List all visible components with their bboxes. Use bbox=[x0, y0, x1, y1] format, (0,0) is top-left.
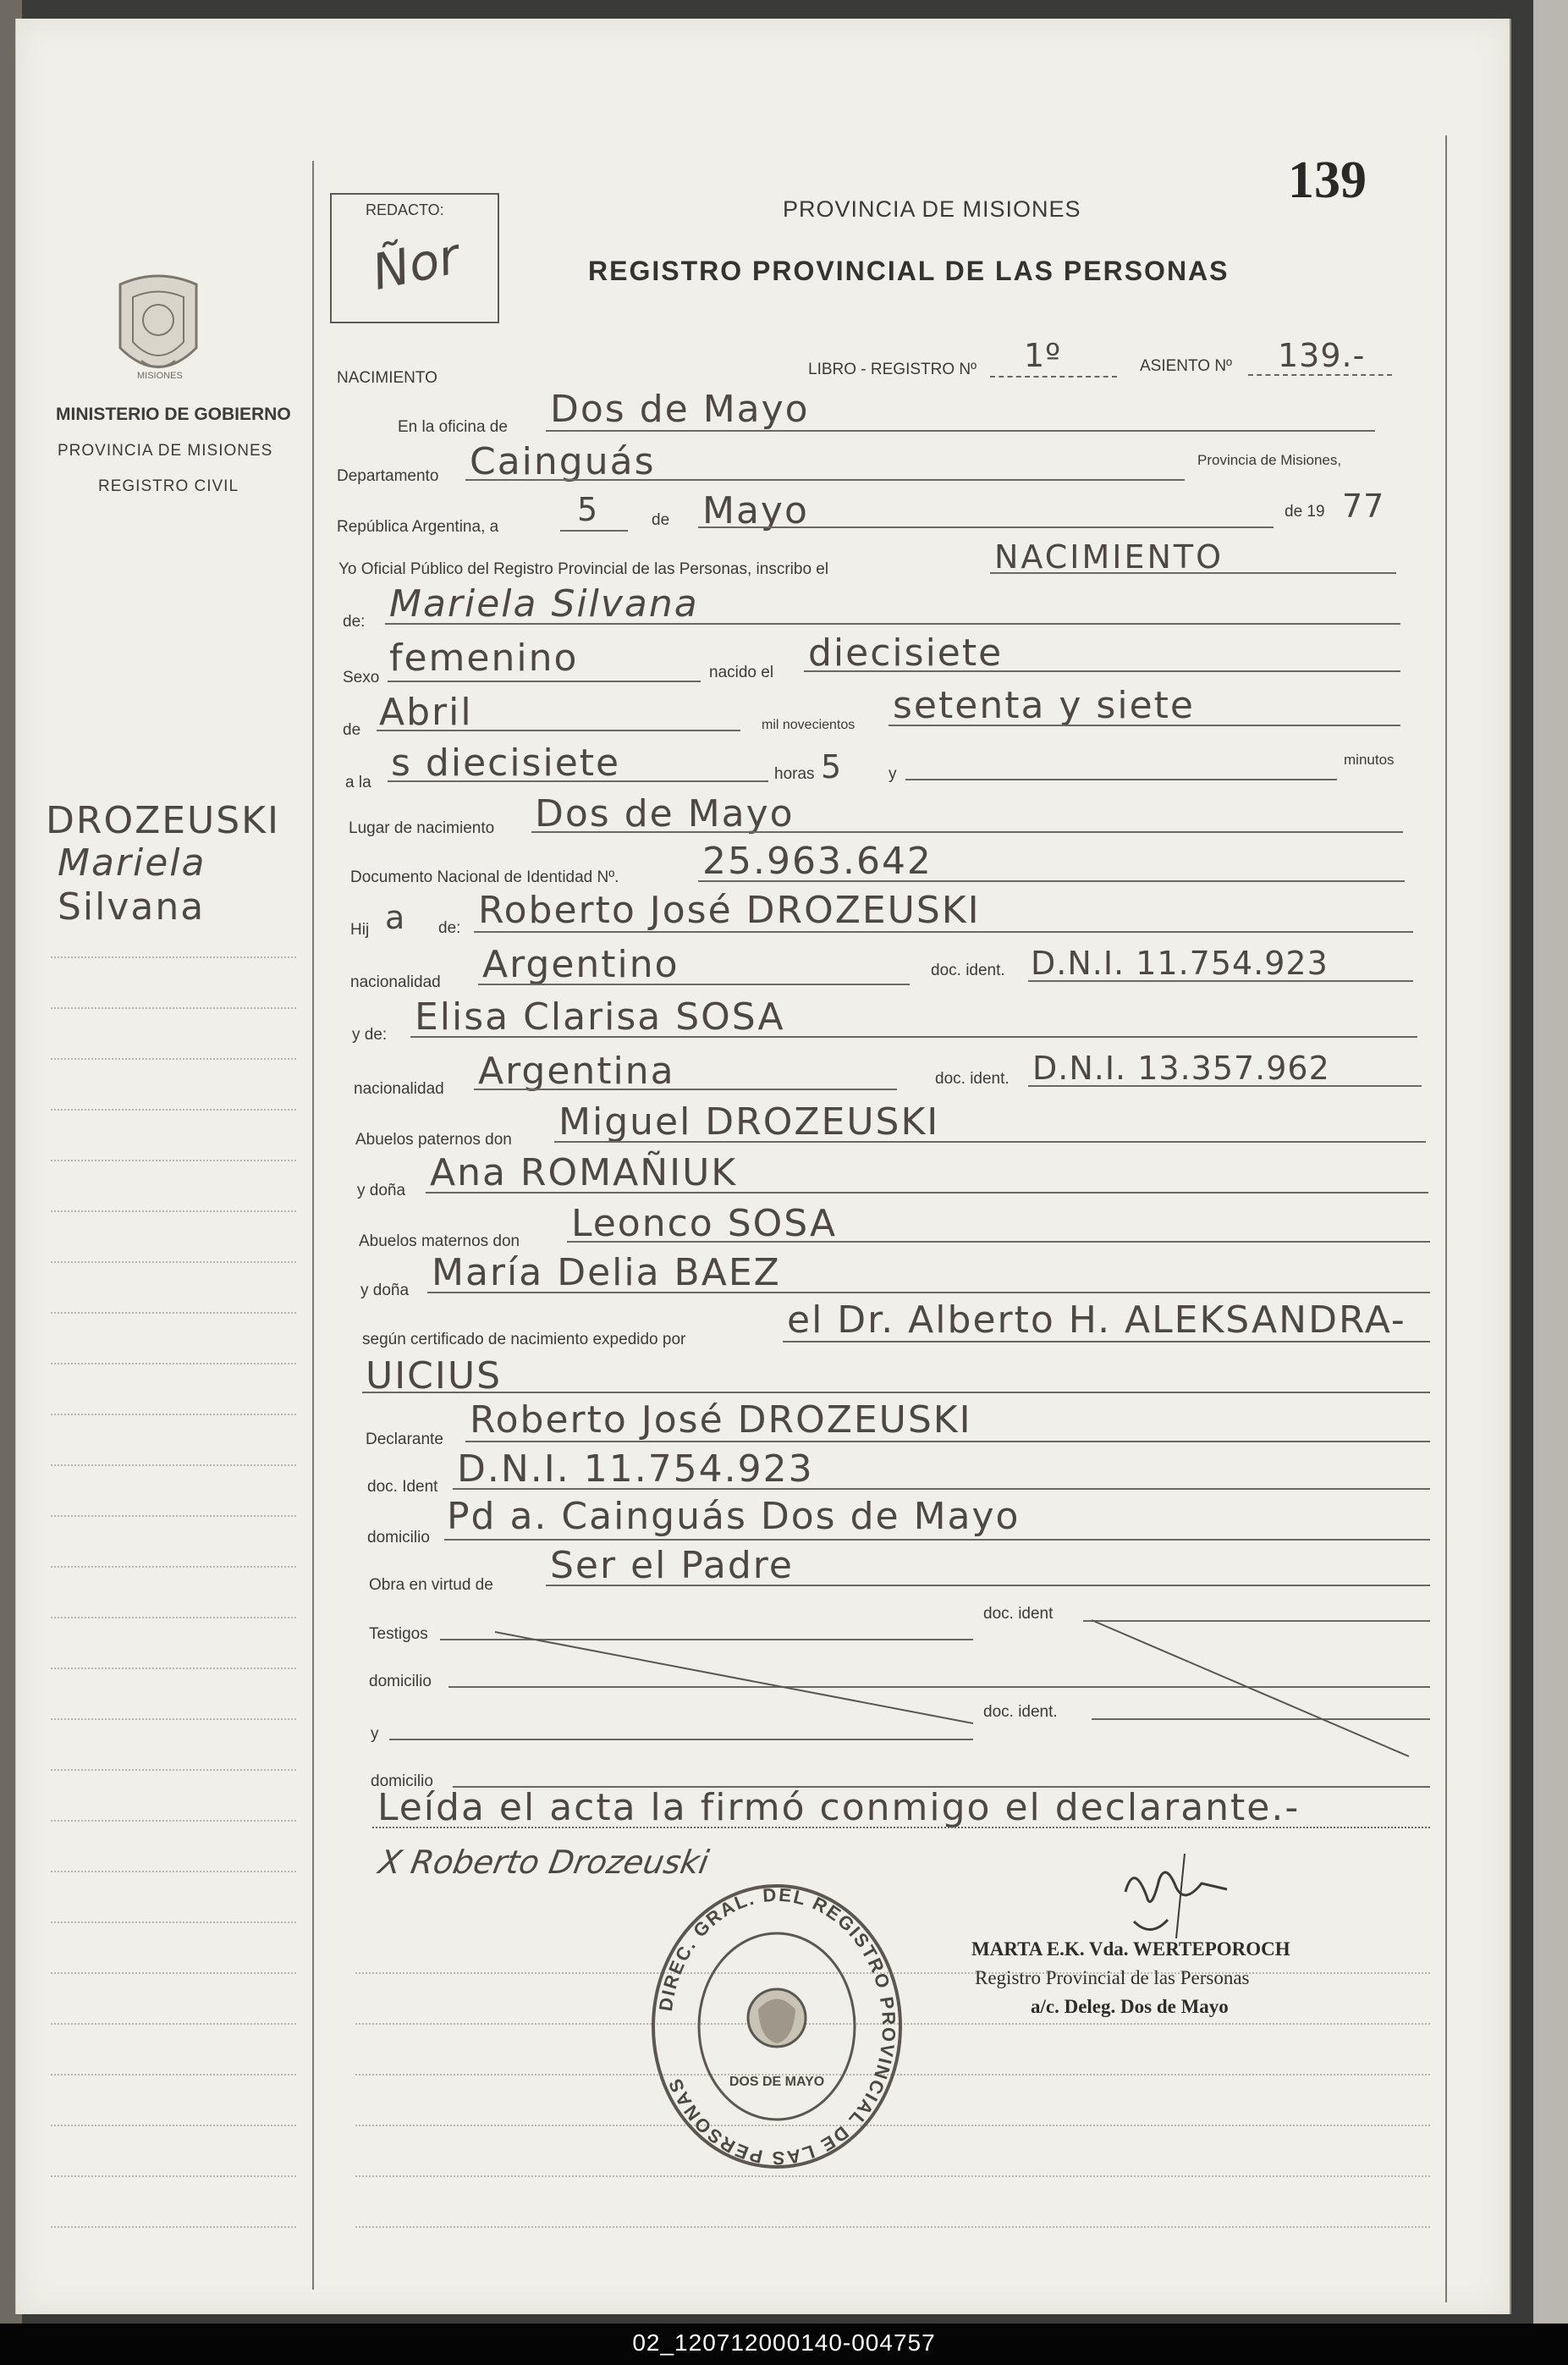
testigos-y-label: y bbox=[371, 1725, 379, 1743]
left-province-label: PROVINCIA DE MISIONES bbox=[58, 442, 273, 460]
madre-doc-label: doc. ident. bbox=[935, 1070, 1010, 1088]
declarante-signature: X Roberto Drozeuski bbox=[376, 1844, 712, 1881]
margin-name-1: Mariela bbox=[58, 841, 206, 885]
header-province: PROVINCIA DE MISIONES bbox=[783, 196, 1081, 222]
y-label: y bbox=[889, 765, 897, 783]
certificado-value: el Dr. Alberto H. ALEKSANDRA- bbox=[787, 1298, 1406, 1342]
y-dona-label-2: y doña bbox=[360, 1282, 410, 1299]
dia-value: 5 bbox=[577, 491, 599, 528]
testigos-domicilio-label-2: domicilio bbox=[371, 1772, 433, 1790]
oficina-label: En la oficina de bbox=[398, 418, 508, 436]
seal-lettering bbox=[650, 1883, 904, 2170]
ministry-label: MINISTERIO DE GOBIERNO bbox=[56, 405, 291, 424]
mil-label: mil novecientos bbox=[762, 718, 856, 732]
declarante-value: Roberto José DROZEUSKI bbox=[470, 1398, 972, 1442]
padre-nac-value: Argentino bbox=[482, 943, 679, 986]
testigos-label: Testigos bbox=[369, 1625, 428, 1643]
margin-name-2: Silvana bbox=[58, 885, 206, 929]
dni-label: Documento Nacional de Identidad Nº. bbox=[350, 868, 619, 886]
declarante-doc-value: D.N.I. 11.754.923 bbox=[457, 1447, 814, 1491]
hijo-label: Hij bbox=[350, 921, 370, 939]
nombre-value: Mariela Silvana bbox=[389, 582, 699, 626]
oficial-value: NACIMIENTO bbox=[994, 538, 1224, 576]
y-dona-label-1: y doña bbox=[357, 1182, 406, 1199]
abuela-mat-value: María Delia BAEZ bbox=[432, 1251, 781, 1294]
testigos-doc-label: doc. ident bbox=[983, 1605, 1054, 1623]
horas-label: horas bbox=[774, 765, 815, 783]
de-nombre-label: de: bbox=[343, 613, 366, 631]
asiento-value: 139.- bbox=[1278, 337, 1366, 374]
a-las-label: a la bbox=[345, 774, 371, 791]
oficina-value: Dos de Mayo bbox=[550, 388, 810, 431]
page-number: 139 bbox=[1288, 152, 1367, 209]
redacto-signature: Ñor bbox=[367, 227, 465, 301]
registry-seal bbox=[650, 1883, 904, 2170]
hijo-de-label: de: bbox=[438, 919, 461, 937]
libro-label: LIBRO - REGISTRO Nº bbox=[808, 361, 977, 378]
padre-doc-value: D.N.I. 11.754.923 bbox=[1031, 945, 1329, 982]
departamento-value: Cainguás bbox=[470, 440, 656, 483]
sexo-value: femenino bbox=[389, 637, 579, 680]
y-de-label: y de: bbox=[352, 1026, 388, 1044]
footer-id: 02_120712000140-004757 bbox=[632, 2329, 936, 2356]
nacido-mes-value: Abril bbox=[379, 691, 473, 734]
dni-value: 25.963.642 bbox=[702, 840, 933, 883]
sexo-label: Sexo bbox=[343, 669, 380, 686]
madre-nac-label: nacionalidad bbox=[354, 1080, 444, 1098]
madre-value: Elisa Clarisa SOSA bbox=[415, 995, 785, 1039]
minutos-label: minutos bbox=[1344, 752, 1395, 768]
padre-doc-label: doc. ident. bbox=[931, 962, 1005, 979]
testigos-domicilio-label: domicilio bbox=[369, 1673, 432, 1690]
horas-value: s diecisiete bbox=[391, 741, 621, 785]
svg-text:DIREC. GRAL. DEL REGISTRO PROV: DIREC. GRAL. DEL REGISTRO PROVINCIAL DE LAS PERSONAS bbox=[654, 1883, 900, 2169]
anio-label: de 19 bbox=[1285, 503, 1325, 521]
padre-value: Roberto José DROZEUSKI bbox=[478, 889, 981, 932]
testigos-doc-label-2: doc. ident. bbox=[983, 1703, 1058, 1721]
officer-name: MARTA E.K. Vda. WERTEPOROCH bbox=[971, 1938, 1290, 1960]
lugar-value: Dos de Mayo bbox=[535, 792, 795, 835]
lugar-label: Lugar de nacimiento bbox=[349, 819, 495, 837]
horas-value-2: 5 bbox=[821, 748, 843, 786]
de-mes-label: de bbox=[343, 721, 361, 739]
asiento-label: ASIENTO Nº bbox=[1140, 357, 1232, 375]
domicilio-label: domicilio bbox=[367, 1529, 430, 1546]
svg-text:DOS DE MAYO: DOS DE MAYO bbox=[729, 2075, 825, 2089]
obra-label: Obra en virtud de bbox=[369, 1576, 493, 1594]
officer-office: a/c. Deleg. Dos de Mayo bbox=[1031, 1996, 1229, 2017]
madre-nac-value: Argentina bbox=[478, 1050, 675, 1093]
abuelo-mat-value: Leonco SOSA bbox=[571, 1202, 838, 1245]
libro-value: 1º bbox=[1024, 337, 1062, 374]
anio-texto-value: setenta y siete bbox=[893, 684, 1195, 727]
oficial-label: Yo Oficial Público del Registro Provincial de las Personas, inscribo el bbox=[338, 560, 829, 578]
provincia-suffix: Provincia de Misiones, bbox=[1197, 452, 1342, 468]
emblem-label: MISIONES bbox=[137, 371, 183, 381]
lectura-value: Leída el acta la firmó conmigo el declarante.- bbox=[377, 1786, 1301, 1829]
madre-doc-value: D.N.I. 13.357.962 bbox=[1032, 1050, 1330, 1087]
lectura-underline bbox=[372, 1827, 1430, 1828]
padre-nac-label: nacionalidad bbox=[350, 973, 441, 991]
declarante-label: Declarante bbox=[366, 1431, 443, 1448]
republica-label: República Argentina, a bbox=[337, 518, 499, 536]
certificado-label: según certificado de nacimiento expedido por bbox=[362, 1331, 686, 1348]
redacto-label: REDACTO: bbox=[366, 201, 444, 218]
type-label: NACIMIENTO bbox=[337, 369, 437, 387]
domicilio-value: Pd a. Cainguás Dos de Mayo bbox=[447, 1495, 1021, 1538]
abuelo-pat-value: Miguel DROZEUSKI bbox=[558, 1100, 940, 1144]
abuelos-mat-label: Abuelos maternos don bbox=[359, 1232, 520, 1250]
abuela-pat-value: Ana ROMAÑIUK bbox=[430, 1151, 738, 1194]
header-registry: REGISTRO PROVINCIAL DE LAS PERSONAS bbox=[588, 256, 1230, 286]
obra-value: Ser el Padre bbox=[550, 1544, 794, 1587]
certificado-value-2: UICIUS bbox=[366, 1354, 503, 1398]
departamento-label: Departamento bbox=[337, 467, 439, 485]
margin-surname: DROZEUSKI bbox=[46, 799, 280, 842]
anio-value: 77 bbox=[1342, 488, 1385, 525]
declarante-doc-label: doc. Ident bbox=[367, 1478, 438, 1496]
de-label-1: de bbox=[652, 511, 670, 529]
officer-signature bbox=[1100, 1845, 1269, 1947]
nacido-value: diecisiete bbox=[808, 631, 1004, 675]
officer-title: Registro Provincial de las Personas bbox=[975, 1967, 1250, 1988]
nacido-label: nacido el bbox=[709, 664, 774, 681]
hijo-suffix-value: a bbox=[385, 899, 406, 936]
abuelos-pat-label: Abuelos paternos don bbox=[355, 1131, 512, 1149]
left-registry-label: REGISTRO CIVIL bbox=[98, 477, 239, 495]
mes-value: Mayo bbox=[702, 489, 809, 532]
